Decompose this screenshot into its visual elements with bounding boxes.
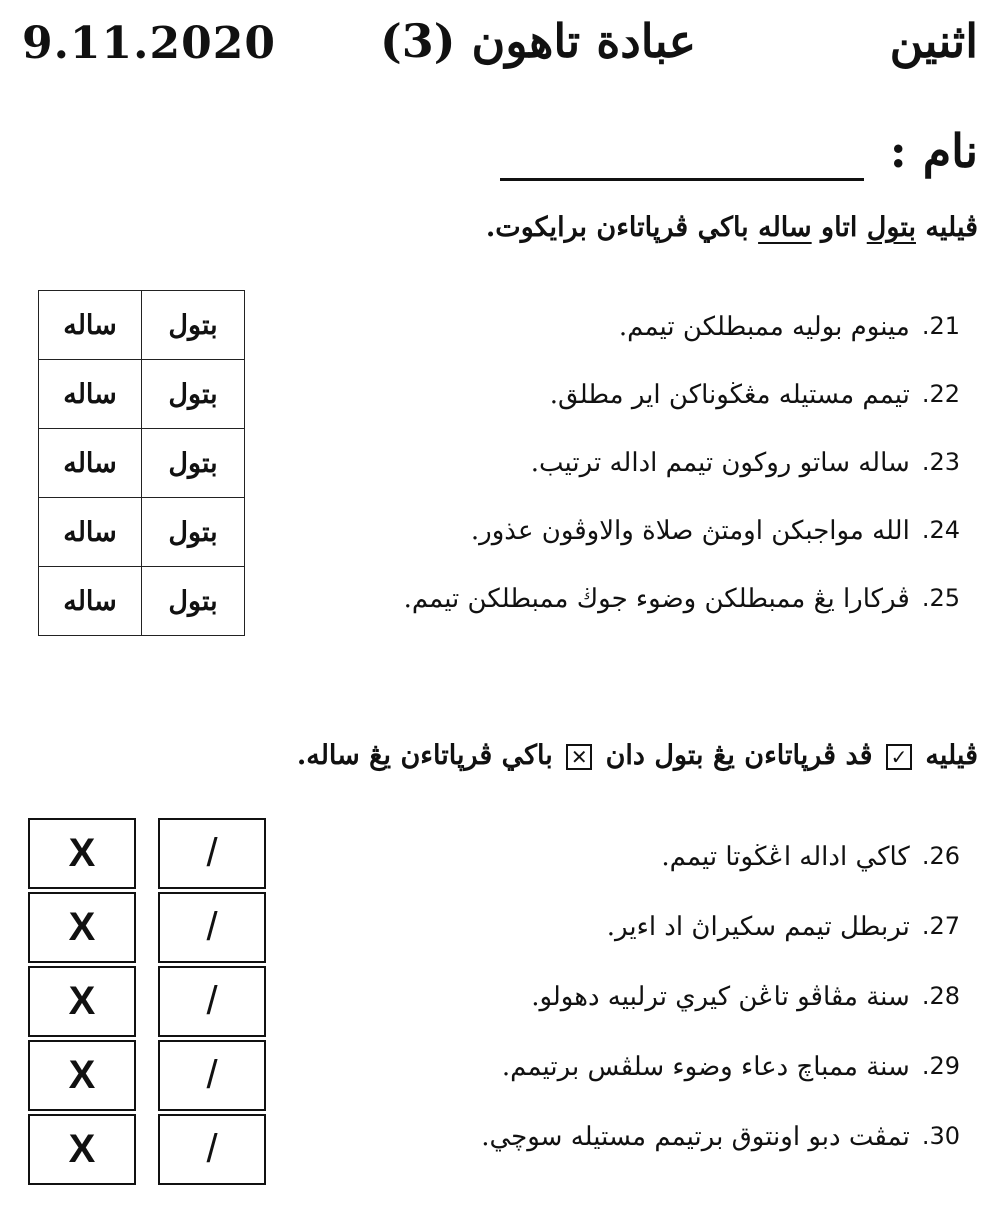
choice-row-24 (39, 498, 245, 567)
true-answer-box[interactable]: / (158, 818, 266, 889)
question-26: 26. كاكي اداله اڠڬوتا تيمم. (661, 842, 960, 872)
choice-row-22 (39, 360, 245, 429)
question-25: 25. ڤركارا يڠ ممبطلكن وضوء جوڬ ممبطلكن تيمم. (403, 584, 960, 614)
false-answer-box[interactable]: X (28, 1040, 136, 1111)
question-28: 28. سنة مڤاڤو تاڠن كيري ترلبيه دهولو. (531, 982, 960, 1012)
option-false[interactable]: ساله (39, 498, 142, 567)
question-30: 30. تمڤت دبو اونتوق برتيمم مستيله سوچي. (481, 1122, 960, 1152)
checkbox-cross-icon: ✕ (566, 744, 592, 770)
false-answer-box[interactable]: X (28, 1114, 136, 1185)
choice-row-21 (39, 291, 245, 360)
word-true-underlined: بتول (866, 212, 916, 243)
question-29: 29. سنة ممباچ دعاء وضوء سلڤس برتيمم. (501, 1052, 960, 1082)
question-24: 24. الله مواجبكن اومتڽ صلاة والاوڤون عذور. (470, 516, 960, 546)
word-false-underlined: ساله (758, 212, 812, 243)
question-22: 22. تيمم مستيله مڠڬوناكن اير مطلق. (549, 380, 960, 410)
day-label: اثنين (889, 14, 978, 68)
option-true[interactable]: بتول (142, 429, 245, 498)
option-true[interactable]: بتول (142, 291, 245, 360)
option-false[interactable]: ساله (39, 360, 142, 429)
option-true[interactable]: بتول (142, 360, 245, 429)
choice-row-23 (39, 429, 245, 498)
worksheet-title: عبادة تاهون (3) (380, 14, 697, 68)
true-answer-box[interactable]: / (158, 1114, 266, 1185)
option-false[interactable]: ساله (39, 429, 142, 498)
false-answer-box[interactable]: X (28, 818, 136, 889)
option-true[interactable]: بتول (142, 567, 245, 636)
question-23: 23. ساله ساتو روكون تيمم اداله ترتيب. (530, 448, 960, 478)
checkbox-check-icon: ✓ (886, 744, 912, 770)
question-21: 21. مينوم بوليه ممبطلكن تيمم. (618, 312, 960, 342)
question-27: 27. تربطل تيمم سكيراڽ اد اءير. (606, 912, 960, 942)
false-answer-column (28, 818, 136, 1188)
section1-instruction: ڤيليه بتول اتاو ساله باکي ڤرپاتاءن برايکوت. (485, 212, 978, 243)
date: 9.11.2020 (22, 18, 276, 69)
true-answer-box[interactable]: / (158, 1040, 266, 1111)
section2-instruction: ڤيليه ✓ ڤد ڤرپاتاءن يڠ بتول دان ✕ باکي ڤرپاتاءن يڠ ساله. (296, 740, 978, 771)
true-answer-column (158, 818, 266, 1188)
option-false[interactable]: ساله (39, 291, 142, 360)
choice-row-25 (39, 567, 245, 636)
false-answer-box[interactable]: X (28, 966, 136, 1037)
choice-table (38, 290, 245, 636)
option-false[interactable]: ساله (39, 567, 142, 636)
true-answer-box[interactable]: / (158, 892, 266, 963)
true-answer-box[interactable]: / (158, 966, 266, 1037)
name-input-line[interactable] (500, 178, 864, 181)
name-label: نام : (889, 124, 978, 178)
false-answer-box[interactable]: X (28, 892, 136, 963)
option-true[interactable]: بتول (142, 498, 245, 567)
